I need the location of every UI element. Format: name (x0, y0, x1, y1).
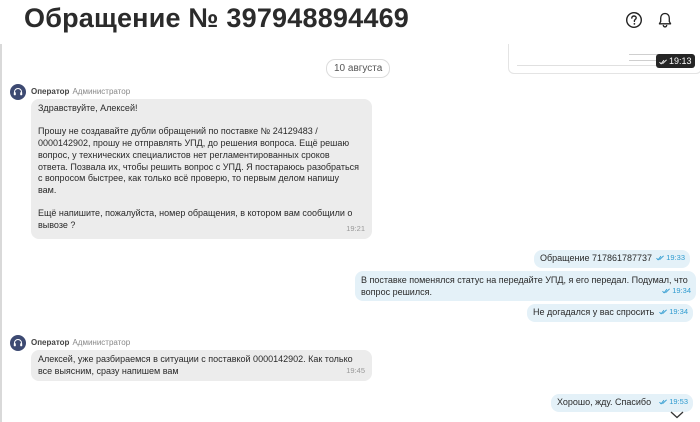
headset-icon (13, 338, 23, 348)
message-text: Не догадался у вас спросить (533, 307, 655, 317)
outgoing-message (527, 304, 693, 322)
message-time: 19:45 (346, 366, 365, 376)
message-text: Здравствуйте, Алексей! Прошу не создавайте дубли обращений по поставке № 24129483 / 0000142902, прошу не отправлять УПД, до решения вопроса. Ещё решаю вопрос, у технических специалистов нет регламентированных сроков ответа. Позвала их, чтобы решить вопрос с УПД. Я постараюсь разобраться с вопросом быстрее, как только всё проверю, то первым делом напишу вам. Ещё напишите, пожалуйста, номер обращения, в котором вам сообщили о вывозе ? (38, 103, 360, 231)
double-check-icon (659, 399, 668, 405)
message-time: 19:33 (656, 252, 685, 264)
headset-icon (13, 87, 23, 97)
avatar (10, 335, 26, 351)
double-check-icon (659, 59, 668, 65)
message-text: В поставке поменялся статус на передайте УПД, я его передал. Подумал, что вопрос решился. (361, 275, 688, 297)
double-check-icon (659, 309, 668, 315)
question-circle-icon[interactable] (625, 11, 643, 29)
attachment-time: 19:13 (656, 54, 695, 68)
page-title: Обращение № 397948894469 (24, 3, 410, 33)
message-time: 19:53 (659, 396, 688, 408)
incoming-message (31, 350, 372, 381)
message-time: 19:34 (662, 285, 691, 297)
message-time: 19:34 (659, 306, 688, 318)
outgoing-message (355, 271, 696, 301)
message-sender: Оператор Администратор (31, 87, 131, 96)
outgoing-message (551, 394, 693, 412)
chevron-down-icon[interactable] (670, 411, 684, 419)
double-check-icon (662, 288, 671, 294)
bell-icon[interactable] (656, 11, 674, 29)
panel-divider (0, 44, 2, 422)
avatar (10, 84, 26, 100)
message-text: Хорошо, жду. Спасибо (557, 397, 652, 407)
double-check-icon (656, 255, 665, 261)
message-text: Алексей, уже разбираемся в ситуации с поставкой 0000142902. Как только все выясним, сразу напишем вам (38, 354, 353, 376)
incoming-message (31, 99, 372, 239)
top-bar (0, 0, 700, 44)
message-sender: Оператор Администратор (31, 338, 131, 347)
outgoing-message (534, 250, 690, 268)
message-text: Обращение 717861787737 (540, 253, 653, 263)
message-time: 19:21 (346, 224, 365, 234)
date-separator: 10 августа (326, 59, 390, 78)
